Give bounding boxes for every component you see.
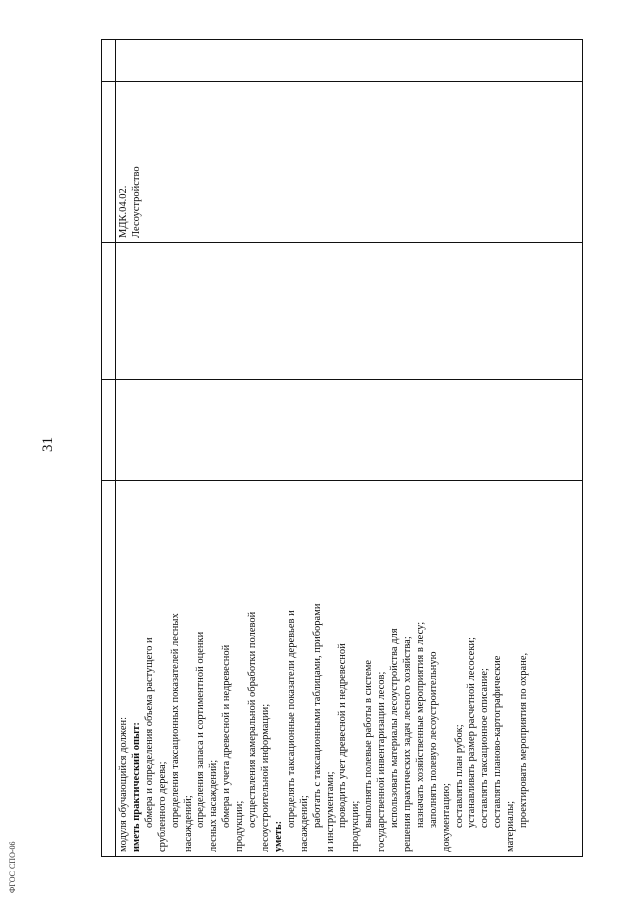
competency-line: насаждений; [182, 795, 194, 852]
competency-line: срубленного дерева; [156, 761, 168, 852]
competency-line: документацию; [440, 783, 452, 852]
table-cell [102, 40, 116, 82]
competency-line: составлять таксационное описание; [479, 668, 491, 828]
competency-line: назначать хозяйственные мероприятия в лесу; [414, 621, 426, 828]
competency-line: проводить учет древесной и недревесной [337, 643, 349, 828]
competency-line: уметь: [272, 820, 284, 852]
competency-line: иметь практический опыт: [130, 722, 142, 852]
competency-line: определения запаса и сортиментной оценки [195, 631, 207, 828]
hours-mandatory-cell [116, 243, 583, 380]
competency-line: осуществления камеральной обработки полевой [247, 611, 259, 828]
table-cell [102, 380, 116, 481]
competency-line: составлять план рубок; [453, 724, 465, 828]
competency-line: государственной инвентаризации лесов; [376, 671, 388, 852]
competency-line: обмера и учета древесной и недревесной [221, 644, 233, 828]
competency-line: заполнять полевую лесоустроительную [427, 651, 439, 828]
competency-line: решения практических задач лесного хозяйства; [401, 636, 413, 852]
competency-line: составлять планово-картографические [492, 655, 504, 828]
competency-line: определения таксационных показателей лесных [169, 613, 181, 828]
footer-code: ФГОС СПО-06 [8, 841, 17, 893]
competency-line: лесоустроительной информации; [259, 703, 271, 852]
table-cell [102, 481, 116, 857]
competency-line: продукции; [350, 800, 362, 852]
competency-line: модуля обучающийся должен: [118, 716, 129, 852]
competency-line: и инструментами; [324, 771, 336, 852]
mdk-cell [116, 82, 583, 243]
competency-line: определять таксационные показатели деревьев и [285, 610, 297, 828]
table-cell [102, 82, 116, 243]
competency-line: работать с таксационными таблицами, приборами [311, 603, 323, 828]
competency-line: лесных насаждений; [208, 759, 220, 852]
competency-line: насаждений; [298, 795, 310, 852]
table-cell [102, 243, 116, 380]
table-row-top [102, 40, 116, 857]
competency-line: проектировать мероприятия по охране, [518, 652, 530, 828]
competency-line: продукции; [234, 800, 246, 852]
competency-line: устанавливать размер расчетной лесосеки; [466, 637, 478, 828]
competency-codes-cell [116, 40, 583, 82]
competency-line: материалы; [505, 800, 517, 852]
competency-line: обмера и определения объема растущего и [143, 637, 155, 828]
mdk-title: Лесоустройство [130, 166, 142, 238]
curriculum-table [101, 39, 583, 857]
table-row-content [116, 40, 583, 857]
competencies-cell [116, 481, 583, 857]
competency-line: выполнять полевые работы в системе [363, 659, 375, 828]
mdk-code: МДК.04.02. [118, 185, 129, 238]
competency-line: использовать материалы лесоустройства для [389, 628, 401, 828]
page-number: 31 [40, 437, 56, 452]
curriculum-table-rotated [101, 45, 583, 857]
hours-max-cell [116, 380, 583, 481]
